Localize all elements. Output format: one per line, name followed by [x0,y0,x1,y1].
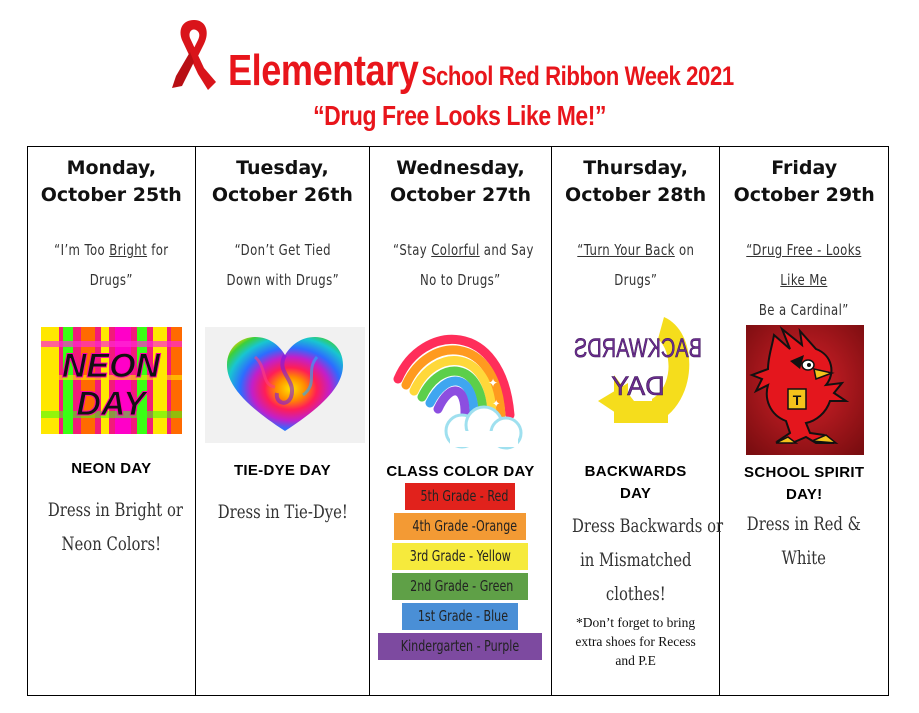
title-main: Elementary [228,46,419,95]
description-line: in Mismatched [579,549,692,571]
day-theme [49,235,173,295]
description-line: Dress in Red & [747,513,862,535]
event-name-line: DAY! [785,486,823,503]
event-name-line: SCHOOL SPIRIT [744,464,865,481]
footnote [558,613,714,670]
description-line: clothes! [605,583,666,605]
tie-dye-heart-icon [205,327,365,443]
grade-label: 5th Grade - Red [420,487,509,505]
description-line: Neon Colors! [61,533,162,555]
theme-text: and Say [479,241,534,259]
description-line: Dress in Bright or [47,499,183,521]
theme-line: Down with Drugs” [226,271,339,289]
backwards-image-text: DAY [611,371,665,401]
theme-underlined: “Drug Free - Looks [746,241,862,259]
theme-line: Drugs” [613,271,658,289]
day-event-name [552,461,720,505]
day-date: October 26th [211,184,353,206]
day-date: October 27th [389,184,532,206]
grade-label: Kindergarten - Purple [401,637,520,655]
day-date: October 28th [565,184,707,206]
theme-underlined: Colorful [431,241,480,259]
day-column-friday [720,147,888,695]
grade-color-item [394,513,526,540]
note-line: and P.E [615,653,656,668]
description-line: Dress Backwards or [571,515,723,537]
backwards-image-text: BACKWARDS [573,333,702,363]
page-title [228,46,734,96]
description-line: Dress in Tie-Dye! [217,501,348,523]
theme-underlined: Bright [109,241,148,259]
day-event-name [720,462,888,506]
week-calendar-table [27,146,889,696]
grade-color-item [405,483,515,510]
svg-text:✦: ✦ [492,399,501,410]
grade-label: 4th Grade -Orange [412,517,518,535]
day-heading [370,155,551,209]
rainbow-cloud-icon [392,319,532,451]
note-line: *Don’t forget to bring [576,615,696,630]
day-column-thursday [552,147,721,695]
event-name-line: DAY [619,485,652,502]
day-weekday: Thursday, [583,157,688,179]
grade-color-item [392,573,528,600]
day-weekday: Monday, [66,157,157,179]
day-event-name: TIE-DYE DAY [233,462,331,479]
day-weekday: Wednesday, [396,157,525,179]
theme-text: “Stay [393,241,432,259]
grade-label: 3rd Grade - Yellow [410,547,512,565]
backwards-day-image [568,311,708,431]
theme-line: Drugs” [89,271,133,289]
theme-line: “Don’t Get Tied [234,241,331,259]
day-heading [196,155,370,209]
day-description [216,495,348,529]
neon-day-image [41,327,182,434]
day-heading [552,155,720,209]
grade-label: 1st Grade - Blue [418,607,509,625]
day-event-name: NEON DAY [71,460,152,477]
day-theme [218,235,347,295]
grade-color-item [392,543,528,570]
day-weekday: Tuesday, [236,157,329,179]
day-column-tuesday [196,147,371,695]
day-description [47,493,183,561]
day-heading [28,155,195,209]
page-subtitle: “Drug Free Looks Like Me!” [313,100,607,131]
theme-text: “I’m Too [54,241,110,259]
theme-underlined: “Turn Your Back [577,241,675,259]
grade-color-list [370,483,551,663]
theme-line: No to Drugs” [420,271,501,289]
day-column-monday [28,147,196,695]
grade-label: 2nd Grade - Green [410,577,514,595]
theme-underlined: Like Me [780,271,828,289]
grade-color-item [402,603,518,630]
day-theme [393,235,534,295]
theme-text: for [147,241,169,259]
day-weekday: Friday [771,157,838,179]
day-theme [742,235,866,325]
day-event-name: CLASS COLOR DAY [386,463,535,480]
red-ribbon-icon [168,16,220,94]
day-column-wednesday [370,147,552,695]
grade-color-item [378,633,542,660]
svg-text:T: T [793,392,802,408]
cardinal-mascot-icon [746,325,864,455]
description-line: White [782,547,827,569]
day-description [571,509,723,611]
neon-image-text: DAY [76,385,146,423]
neon-image-text: NEON [61,347,161,385]
theme-line: Be a Cardinal” [759,301,850,319]
day-date: October 29th [733,184,875,206]
day-theme [573,235,697,295]
event-name-line: BACKWARDS [584,463,687,480]
day-heading [720,155,888,209]
theme-text: on [674,241,695,259]
day-date: October 25th [40,184,182,206]
title-rest: School Red Ribbon Week 2021 [421,61,734,91]
svg-text:✦: ✦ [488,376,499,390]
note-line: extra shoes for Recess [575,634,696,649]
day-description [740,507,868,575]
